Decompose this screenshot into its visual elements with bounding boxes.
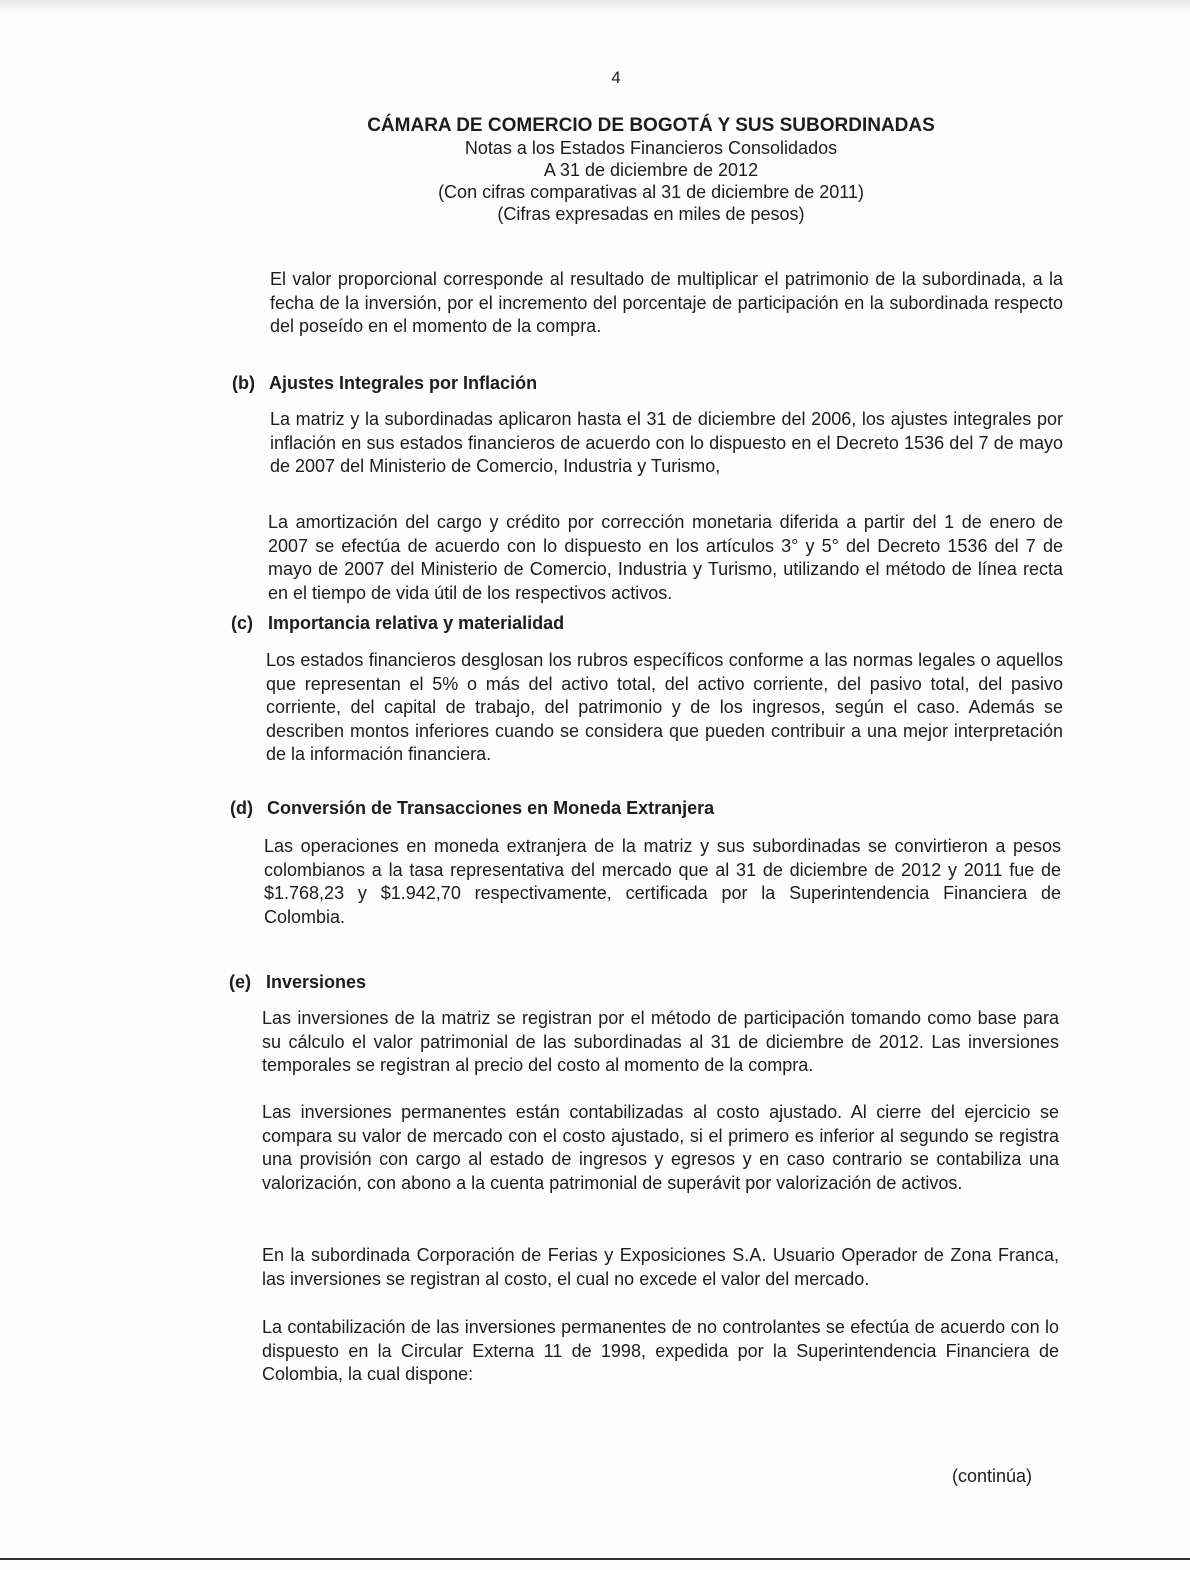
section-d-letter: (d): [230, 798, 253, 818]
continued-note: (continúa): [952, 1466, 1033, 1486]
section-d-heading: [230, 797, 714, 821]
document-header: [0, 115, 1190, 225]
section-e-paragraph-2: Las inversiones permanentes están contabilizadas al costo ajustado. Al cierre del ejercicio se compara su valor de mercado con el costo ajustado, si el primero es inferior al segundo se registra una provisión con cargo al estado de ingresos y egresos y en caso contrario se contabiliza una valorización, con abono a la cuenta patrimonial de superávit por valorización de activos.: [262, 1102, 1059, 1193]
section-b-title: Ajustes Integrales por Inflación: [269, 373, 538, 393]
section-e-letter: (e): [229, 972, 251, 992]
bottom-rule: [0, 1558, 1190, 1560]
header-comparative-note: (Con cifras comparativas al 31 de diciembre de 2011): [438, 182, 864, 202]
section-b-paragraph-2: La amortización del cargo y crédito por corrección monetaria diferida a partir del 1 de enero de 2007 se efectúa de acuerdo con lo dispuesto en los artículos 3° y 5° del Decreto 1536 del 7 de mayo de 2007 del Ministerio de Comercio, Industria y Turismo, utilizando el método de línea recta en el tiempo de vida útil de los respectivos activos.: [268, 512, 1063, 603]
section-e-heading: [229, 971, 366, 995]
section-b-heading: [232, 372, 537, 396]
section-e-paragraph-3: En la subordinada Corporación de Ferias y Exposiciones S.A. Usuario Operador de Zona Franca, las inversiones se registran al costo, el cual no excede el valor del mercado.: [262, 1245, 1059, 1289]
intro-paragraph: El valor proporcional corresponde al resultado de multiplicar el patrimonio de la subordinada, a la fecha de la inversión, por el incremento del porcentaje de participación en la subordinada respecto del poseído en el momento de la compra.: [270, 269, 1063, 336]
section-b-paragraph-1: La matriz y la subordinadas aplicaron hasta el 31 de diciembre del 2006, los ajustes integrales por inflación en sus estados financieros de acuerdo con lo dispuesto en el Decreto 1536 del 7 de mayo de 2007 del Ministerio de Comercio, Industria y Turismo,: [270, 409, 1063, 476]
section-c-paragraph-1: Los estados financieros desglosan los rubros específicos conforme a las normas legales o aquellos que representan el 5% o más del activo total, del activo corriente, del pasivo total, del pasivo corriente, del capital de trabajo, del patrimonio y de los ingresos, según el caso. Además se describen montos inferiores cuando se considera que pueden contribuir a una mejor interpretación de la información financiera.: [266, 650, 1063, 764]
section-d-title: Conversión de Transacciones en Moneda Extranjera: [267, 798, 715, 818]
section-c-title: Importancia relativa y materialidad: [268, 613, 565, 633]
header-subtitle: Notas a los Estados Financieros Consolidados: [464, 138, 838, 158]
header-units-note: (Cifras expresadas en miles de pesos): [497, 204, 805, 224]
section-e-title: Inversiones: [266, 972, 367, 992]
section-c-letter: (c): [231, 613, 253, 633]
scan-top-edge: [0, 0, 1190, 14]
header-date: A 31 de diciembre de 2012: [543, 160, 759, 180]
section-b-letter: (b): [232, 373, 255, 393]
section-c-heading: [231, 612, 564, 636]
section-d-paragraph-1: Las operaciones en moneda extranjera de la matriz y sus subordinadas se convirtieron a pesos colombianos a la tasa representativa del mercado que al 31 de diciembre de 2012 y 2011 fue de $1.768,23 y $1.942,70 respectivamente, certificada por la Superintendencia Financiera de Colombia.: [264, 836, 1061, 927]
company-name: CÁMARA DE COMERCIO DE BOGOTÁ Y SUS SUBORDINADAS: [367, 115, 935, 136]
section-e-paragraph-1: Las inversiones de la matriz se registran por el método de participación tomando como base para su cálculo el valor patrimonial de las subordinadas al 31 de diciembre de 2012. Las inversiones temporales se registran al precio del costo al momento de la compra.: [262, 1008, 1059, 1075]
page-number: 4: [611, 68, 621, 87]
section-e-paragraph-4: La contabilización de las inversiones permanentes de no controlantes se efectúa de acuerdo con lo dispuesto en la Circular Externa 11 de 1998, expedida por la Superintendencia Financiera de Colombia, la cual dispone:: [262, 1317, 1059, 1384]
